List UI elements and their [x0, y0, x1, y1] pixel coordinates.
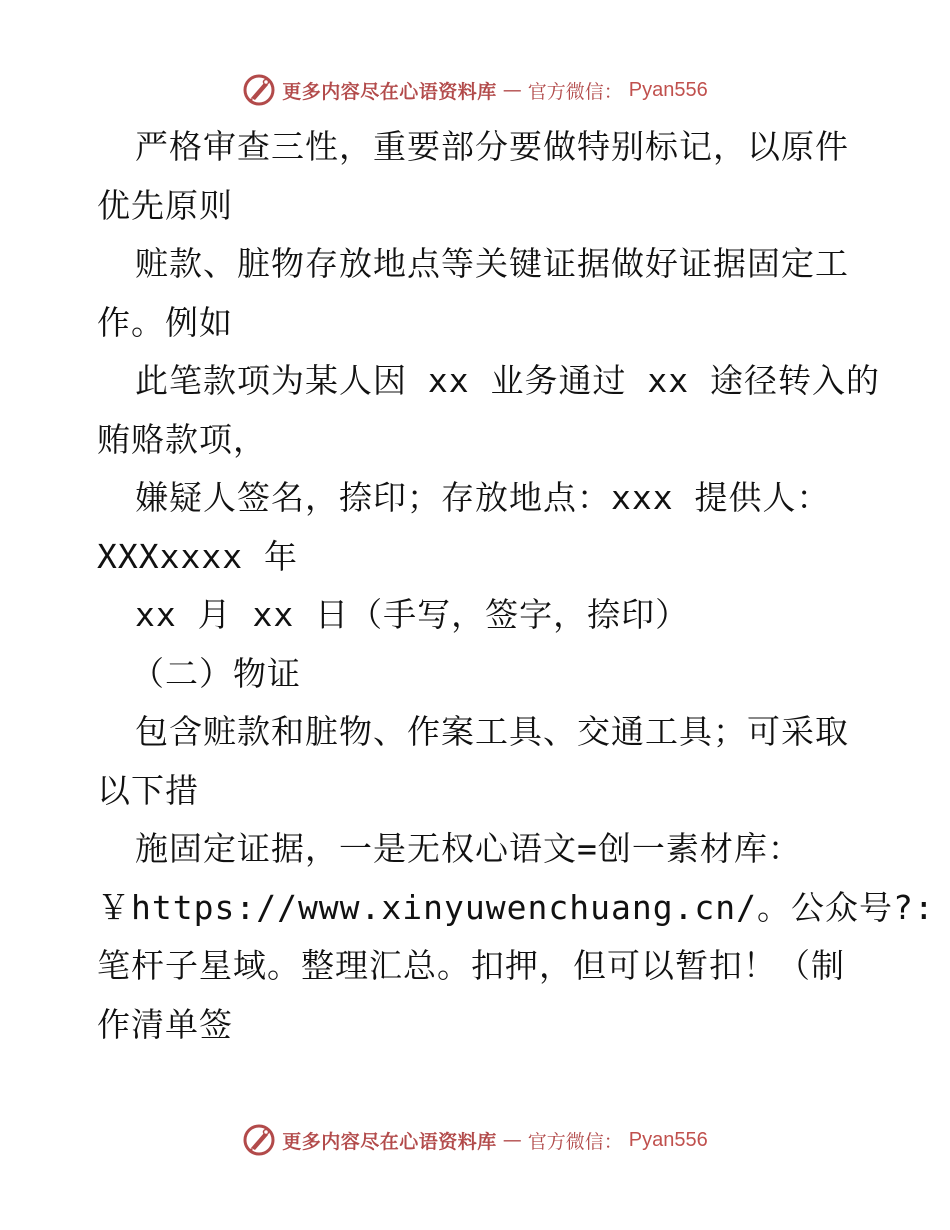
header-wechat-label: 官方微信：: [527, 80, 623, 103]
paragraph-line: 贿赂款项，: [97, 419, 267, 459]
paragraph-line: 赃款、脏物存放地点等关键证据做好证据固定工: [135, 244, 849, 283]
paragraph-line: 作清单签: [97, 1004, 233, 1044]
header-banner-dash: —: [502, 79, 522, 101]
paragraph-line: ￥https://www.xinyuwenchuang.cn/。公众号?:: [97, 887, 935, 927]
footer-banner-text: 更多内容尽在心语资料库: [282, 1130, 497, 1153]
paragraph-line: 嫌疑人签名，捺印；存放地点：xxx 提供人：: [135, 478, 831, 517]
paragraph-line: 优先原则: [97, 185, 233, 225]
footer-banner-dash: —: [502, 1129, 522, 1151]
paragraph-line: 以下措: [97, 770, 199, 810]
footer-banner: [0, 1120, 950, 1160]
paragraph-line: 此笔款项为某人因 xx 业务通过 xx 途径转入的: [135, 361, 880, 400]
paragraph-line: 施固定证据，一是无权心语文=创一素材库：: [135, 829, 802, 868]
paragraph-line: 作。例如: [97, 302, 233, 342]
section-heading: （二）物证: [131, 653, 301, 693]
paragraph-line: 包含赃款和脏物、作案工具、交通工具；可采取: [135, 712, 849, 751]
paragraph-line: 笔杆子星域。整理汇总。扣押，但可以暂扣！（制: [97, 946, 845, 985]
header-banner: [0, 70, 950, 110]
paragraph-line: XXXxxxx 年: [97, 536, 298, 576]
header-banner-text: 更多内容尽在心语资料库: [282, 80, 497, 103]
paragraph-line: 严格审查三性，重要部分要做特别标记，以原件: [135, 127, 849, 166]
paragraph-line: xx 月 xx 日（手写，签字，捺印）: [135, 595, 690, 634]
quill-pen-logo-icon: [242, 73, 276, 107]
quill-pen-logo-icon: [242, 1123, 276, 1157]
footer-wechat-label: 官方微信：: [527, 1130, 623, 1153]
footer-wechat-id: Pyan556: [628, 1128, 708, 1151]
header-wechat-id: Pyan556: [628, 78, 708, 101]
document-body: [97, 118, 935, 1054]
